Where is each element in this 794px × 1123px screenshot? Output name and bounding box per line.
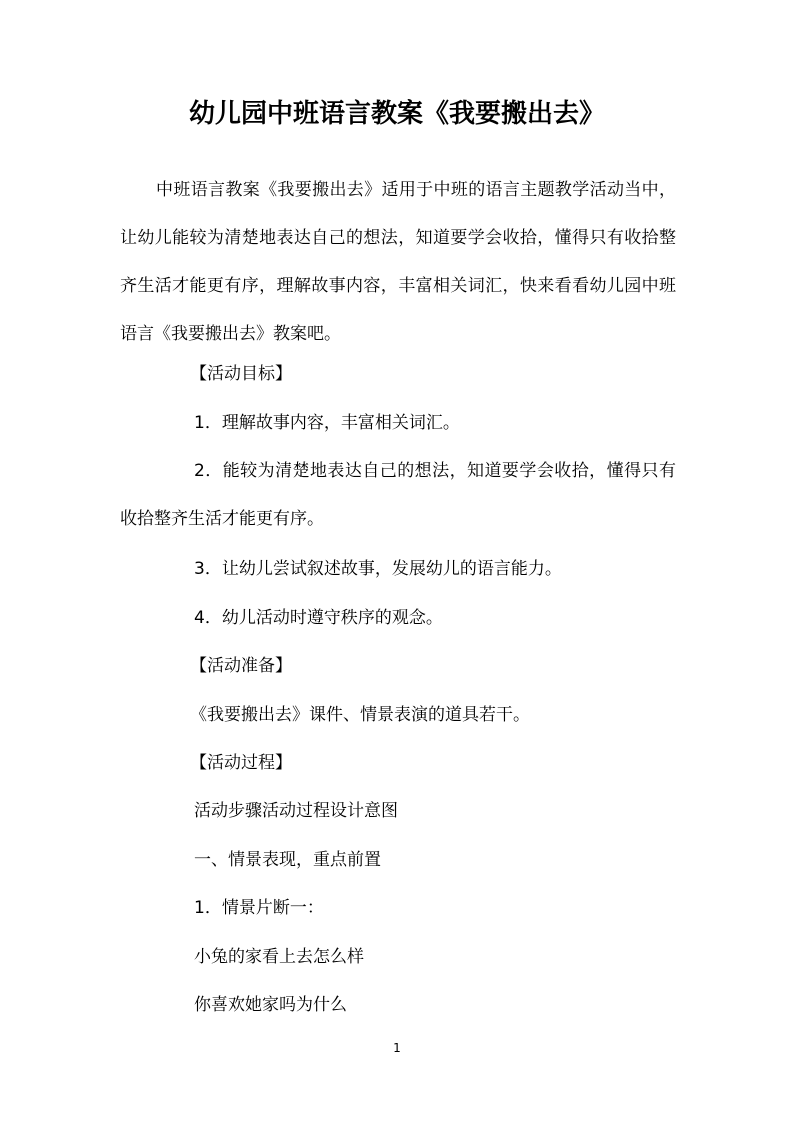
process-subtitle: 活动步骤活动过程设计意图 — [194, 801, 398, 821]
scene-label-1: 1．情景片断一： — [194, 898, 324, 918]
goal-item-4: 4．幼儿活动时遵守秩序的观念。 — [194, 608, 443, 628]
page-title: 幼儿园中班语言教案《我要搬出去》 — [188, 99, 605, 129]
process-heading: 【活动过程】 — [190, 753, 292, 773]
goal-item-1: 1．理解故事内容，丰富相关词汇。 — [194, 413, 460, 433]
goal-item-3: 3．让幼儿尝试叙述故事，发展幼儿的语言能力。 — [194, 559, 562, 579]
question-2: 你喜欢她家吗为什么 — [194, 995, 347, 1015]
page-number: 1 — [393, 1041, 401, 1055]
question-1: 小兔的家看上去怎么样 — [194, 947, 364, 967]
step-heading-1: 一、情景表现，重点前置 — [194, 850, 381, 870]
goals-heading: 【活动目标】 — [190, 364, 292, 384]
preparation-text: 《我要搬出去》课件、情景表演的道具若干。 — [190, 705, 530, 725]
preparation-heading: 【活动准备】 — [190, 656, 292, 676]
goal-item-2: 2．能较为清楚地表达自己的想法，知道要学会收拾，懂得只有收拾整齐生活才能更有序。 — [120, 461, 676, 529]
intro-paragraph: 中班语言教案《我要搬出去》适用于中班的语言主题教学活动当中，让幼儿能较为清楚地表达自己的想法，知道要学会收拾，懂得只有收拾整齐生活才能更有序，理解故事内容，丰富相关词汇，快来看看幼儿园中班语言《我要搬出去》教案吧。 — [120, 180, 676, 344]
